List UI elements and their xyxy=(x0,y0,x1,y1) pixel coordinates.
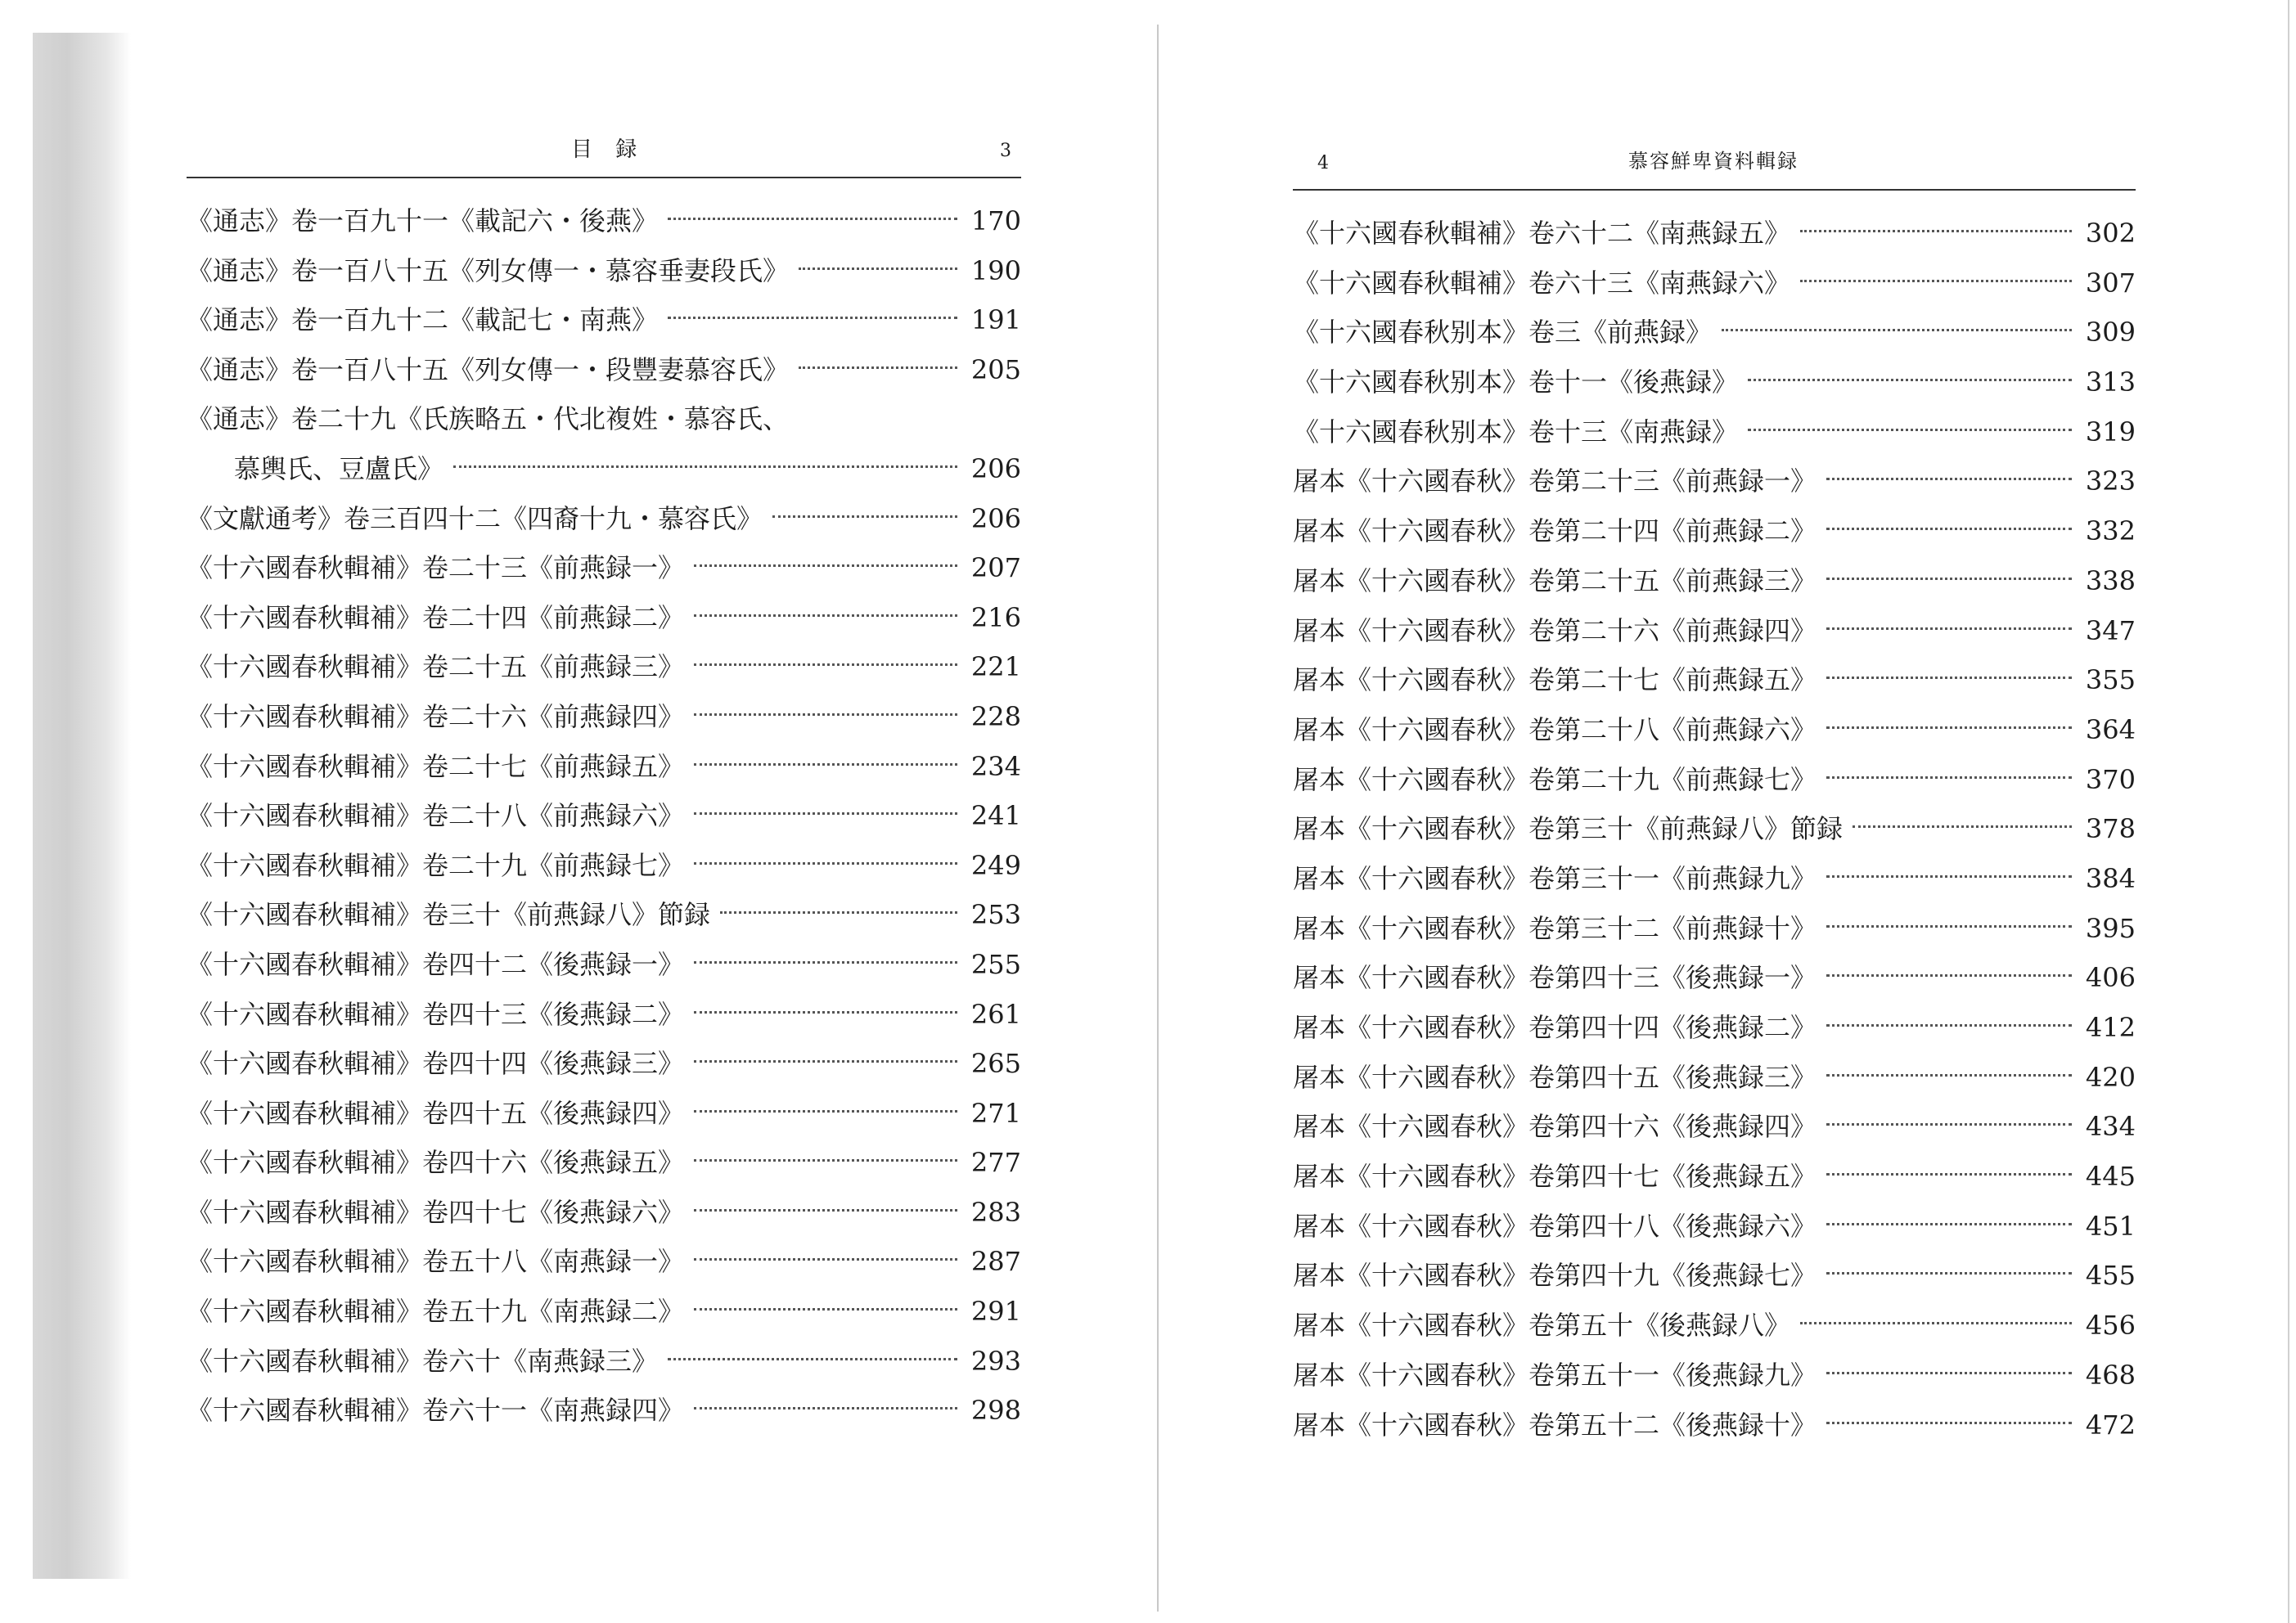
dot-leader xyxy=(694,1407,957,1409)
toc-entry xyxy=(1293,953,2136,1003)
toc-entry xyxy=(187,1188,1021,1238)
toc-entry-page: 395 xyxy=(2085,912,2136,944)
toc-entry-title: 《十六國春秋輯補》卷五十九《南燕録二》 xyxy=(187,1296,685,1328)
toc-entry-page: 261 xyxy=(970,998,1021,1030)
dot-leader xyxy=(694,713,957,716)
toc-entry-title: 《十六國春秋别本》卷三《前燕録》 xyxy=(1293,317,1713,348)
toc-entry-title: 《十六國春秋輯補》卷六十一《南燕録四》 xyxy=(187,1395,685,1427)
toc-entry xyxy=(1293,456,2136,506)
toc-entry-page: 265 xyxy=(970,1048,1021,1080)
toc-entry-title: 屠本《十六國春秋》卷第二十四《前燕録二》 xyxy=(1293,515,1817,547)
toc-entry-title: 《十六國春秋輯補》卷四十六《後燕録五》 xyxy=(187,1147,685,1179)
dot-leader xyxy=(1826,1173,2072,1176)
toc-entry-page: 170 xyxy=(970,205,1021,236)
toc-entry-title: 屠本《十六國春秋》卷第二十七《前燕録五》 xyxy=(1293,664,1817,696)
toc-entry-title: 屠本《十六國春秋》卷第四十五《後燕録三》 xyxy=(1293,1061,1817,1093)
toc-entry-page: 332 xyxy=(2085,515,2136,547)
toc-entry-title: 《十六國春秋輯補》卷六十二《南燕録五》 xyxy=(1293,218,1791,249)
toc-entry-page: 249 xyxy=(970,849,1021,881)
toc-entry-page: 347 xyxy=(2085,614,2136,646)
toc-entry xyxy=(187,841,1021,891)
toc-entry xyxy=(1293,804,2136,854)
toc-entry-title: 屠本《十六國春秋》卷第二十三《前燕録一》 xyxy=(1293,465,1817,497)
dot-leader xyxy=(694,1110,957,1113)
toc-entry-page: 234 xyxy=(970,750,1021,782)
dot-leader xyxy=(694,663,957,666)
toc-entry-page: 420 xyxy=(2085,1061,2136,1093)
toc-entry-title: 屠本《十六國春秋》卷第五十二《後燕録十》 xyxy=(1293,1409,1817,1441)
dot-leader xyxy=(694,564,957,567)
toc-entry xyxy=(1293,1053,2136,1103)
toc-entry xyxy=(1293,506,2136,556)
toc-entry-title: 《十六國春秋輯補》卷二十七《前燕録五》 xyxy=(187,750,685,782)
toc-entry xyxy=(187,692,1021,742)
toc-entry-page: 293 xyxy=(970,1345,1021,1377)
toc-entry-title: 《十六國春秋輯補》卷五十八《南燕録一》 xyxy=(187,1246,685,1278)
toc-entry xyxy=(1293,1152,2136,1202)
toc-entry-page: 255 xyxy=(970,948,1021,980)
toc-entry-page: 216 xyxy=(970,601,1021,633)
toc-entry-page: 323 xyxy=(2085,465,2136,497)
dot-leader xyxy=(694,763,957,766)
toc-entry-page: 370 xyxy=(2085,763,2136,795)
dot-leader xyxy=(1748,429,2072,431)
toc-entry-title: 屠本《十六國春秋》卷第四十九《後燕録七》 xyxy=(1293,1260,1817,1292)
header-title: 慕容鮮卑資料輯録 xyxy=(1628,150,1799,173)
dot-leader xyxy=(1826,974,2072,977)
dot-leader xyxy=(1853,825,2072,828)
toc-entry-title: 《十六國春秋輯補》卷四十三《後燕録二》 xyxy=(187,998,685,1030)
dot-leader xyxy=(1826,1074,2072,1077)
toc-entry xyxy=(1293,705,2136,755)
toc-entry-page: 302 xyxy=(2085,218,2136,249)
toc-entry-title: 屠本《十六國春秋》卷第五十一《後燕録九》 xyxy=(1293,1359,1817,1391)
toc-entry-page: 309 xyxy=(2085,317,2136,348)
toc-entry-page: 228 xyxy=(970,700,1021,732)
running-header xyxy=(187,131,1021,178)
dot-leader xyxy=(1800,230,2072,232)
toc-entry-title: 屠本《十六國春秋》卷第五十《後燕録八》 xyxy=(1293,1310,1791,1342)
toc-entry xyxy=(187,1337,1021,1387)
toc-entry-title: 屠本《十六國春秋》卷第三十一《前燕録九》 xyxy=(1293,862,1817,894)
toc-entry xyxy=(1293,606,2136,656)
toc-entry-page: 271 xyxy=(970,1097,1021,1129)
toc-entry-page: 221 xyxy=(970,651,1021,683)
dot-leader xyxy=(799,366,957,369)
toc-entry xyxy=(1293,1102,2136,1152)
dot-leader xyxy=(694,862,957,865)
toc-entry xyxy=(1293,854,2136,904)
toc-entry xyxy=(1293,1003,2136,1053)
toc-entry xyxy=(187,196,1021,246)
toc-entry-page: 445 xyxy=(2085,1161,2136,1193)
toc-entry-title: 屠本《十六國春秋》卷第四十四《後燕録二》 xyxy=(1293,1012,1817,1043)
toc-entry-page: 313 xyxy=(2085,366,2136,398)
toc-entry xyxy=(1293,1202,2136,1252)
toc-entry-page: 406 xyxy=(2085,962,2136,994)
toc-entry xyxy=(187,246,1021,296)
toc-entry-page: 205 xyxy=(970,353,1021,385)
toc-entry-title: 《通志》卷一百八十五《列女傳一・慕容垂妻段氏》 xyxy=(187,254,790,286)
dot-leader xyxy=(1826,875,2072,878)
dot-leader xyxy=(694,1308,957,1311)
toc-entry-page: 384 xyxy=(2085,862,2136,894)
toc-entry-page: 190 xyxy=(970,254,1021,286)
dot-leader xyxy=(668,218,957,220)
toc-entry xyxy=(1293,655,2136,705)
toc-entry xyxy=(187,1237,1021,1287)
toc-entry-title: 《十六國春秋輯補》卷四十四《後燕録三》 xyxy=(187,1048,685,1080)
toc-entry xyxy=(1293,357,2136,407)
toc-entry xyxy=(187,742,1021,792)
toc-entry-title: 《通志》卷一百八十五《列女傳一・段豐妻慕容氏》 xyxy=(187,353,790,385)
toc-entry xyxy=(187,295,1021,345)
dot-leader xyxy=(1800,280,2072,282)
dot-leader xyxy=(1826,677,2072,679)
book-gutter xyxy=(1157,25,1159,1612)
toc-entry xyxy=(187,1089,1021,1139)
toc-entry-title: 慕輿氏、豆盧氏》 xyxy=(234,452,444,484)
toc-entry xyxy=(1293,209,2136,259)
toc-entry xyxy=(1293,755,2136,805)
toc-entry-title: 《通志》卷一百九十一《載記六・後燕》 xyxy=(187,205,659,236)
running-header xyxy=(1293,143,2136,191)
toc-entry-page: 412 xyxy=(2085,1012,2136,1043)
toc-entry xyxy=(187,543,1021,593)
toc-entry-title: 《通志》卷一百九十二《載記七・南燕》 xyxy=(187,304,659,336)
toc-entry-page: 241 xyxy=(970,800,1021,832)
toc-entry-title: 屠本《十六國春秋》卷第四十七《後燕録五》 xyxy=(1293,1161,1817,1193)
toc-entry-page: 319 xyxy=(2085,416,2136,447)
toc-entry-title: 《十六國春秋别本》卷十一《後燕録》 xyxy=(1293,366,1739,398)
right-page xyxy=(1293,143,2136,1450)
toc-entry xyxy=(187,345,1021,395)
toc-entry-title: 《通志》卷二十九《氏族略五・代北複姓・慕容氏、 xyxy=(187,403,790,435)
toc-entry-title: 《十六國春秋輯補》卷二十三《前燕録一》 xyxy=(187,552,685,584)
toc-entry xyxy=(1293,259,2136,308)
scan-spine-shadow xyxy=(33,33,131,1579)
toc-entry xyxy=(187,642,1021,692)
toc-entry-page: 283 xyxy=(970,1196,1021,1228)
toc-entry xyxy=(1293,1251,2136,1301)
toc-entry-page: 298 xyxy=(970,1395,1021,1427)
dot-leader xyxy=(694,961,957,964)
toc-entry-title: 屠本《十六國春秋》卷第四十八《後燕録六》 xyxy=(1293,1210,1817,1242)
dot-leader xyxy=(799,268,957,270)
toc-entry xyxy=(1293,407,2136,457)
dot-leader xyxy=(1826,776,2072,779)
toc-entry-page: 355 xyxy=(2085,664,2136,696)
table-of-contents xyxy=(1293,209,2136,1450)
toc-entry xyxy=(1293,904,2136,954)
toc-entry xyxy=(187,1138,1021,1188)
toc-entry-title: 屠本《十六國春秋》卷第二十九《前燕録七》 xyxy=(1293,763,1817,795)
toc-entry-page: 253 xyxy=(970,899,1021,931)
toc-entry-page: 378 xyxy=(2085,813,2136,845)
page-number: 3 xyxy=(1000,141,1011,161)
toc-entry xyxy=(187,1287,1021,1337)
toc-entry xyxy=(1293,1301,2136,1351)
dot-leader xyxy=(694,1159,957,1162)
left-page xyxy=(187,131,1021,1436)
dot-leader xyxy=(1826,627,2072,630)
table-of-contents xyxy=(187,196,1021,1436)
toc-entry-title: 屠本《十六國春秋》卷第四十六《後燕録四》 xyxy=(1293,1111,1817,1143)
toc-entry-page: 472 xyxy=(2085,1409,2136,1441)
toc-entry xyxy=(187,990,1021,1040)
toc-entry xyxy=(187,444,1021,494)
toc-entry-title: 《十六國春秋輯補》卷二十九《前燕録七》 xyxy=(187,849,685,881)
dot-leader xyxy=(1800,1322,2072,1324)
toc-entry-page: 456 xyxy=(2085,1310,2136,1342)
toc-entry xyxy=(187,940,1021,990)
toc-entry-page: 338 xyxy=(2085,564,2136,596)
dot-leader xyxy=(1826,925,2072,928)
toc-entry-page: 434 xyxy=(2085,1111,2136,1143)
toc-entry xyxy=(1293,556,2136,606)
dot-leader xyxy=(694,1011,957,1014)
toc-entry-page: 277 xyxy=(970,1147,1021,1179)
toc-entry-title: 《十六國春秋輯補》卷四十五《後燕録四》 xyxy=(187,1097,685,1129)
toc-entry-title: 《十六國春秋輯補》卷六十《南燕録三》 xyxy=(187,1345,659,1377)
toc-entry-title: 《十六國春秋輯補》卷二十八《前燕録六》 xyxy=(187,800,685,832)
toc-entry-title: 《十六國春秋輯補》卷二十四《前燕録二》 xyxy=(187,601,685,633)
toc-entry-title: 《十六國春秋别本》卷十三《南燕録》 xyxy=(1293,416,1739,447)
toc-entry xyxy=(1293,1400,2136,1450)
dot-leader xyxy=(1748,379,2072,381)
toc-entry-title: 《十六國春秋輯補》卷二十六《前燕録四》 xyxy=(187,700,685,732)
dot-leader xyxy=(1826,1272,2072,1275)
toc-entry-title: 屠本《十六國春秋》卷第二十八《前燕録六》 xyxy=(1293,713,1817,745)
toc-entry xyxy=(187,494,1021,544)
toc-entry-page: 206 xyxy=(970,502,1021,534)
toc-entry xyxy=(187,890,1021,940)
dot-leader xyxy=(772,515,957,518)
toc-entry-title: 屠本《十六國春秋》卷第四十三《後燕録一》 xyxy=(1293,962,1817,994)
dot-leader xyxy=(1722,329,2072,331)
dot-leader xyxy=(694,1209,957,1212)
toc-entry-title: 《十六國春秋輯補》卷三十《前燕録八》節録 xyxy=(187,899,711,931)
dot-leader xyxy=(1826,528,2072,530)
dot-leader xyxy=(694,1258,957,1261)
toc-entry-page: 206 xyxy=(970,452,1021,484)
toc-entry-title: 屠本《十六國春秋》卷第三十二《前燕録十》 xyxy=(1293,912,1817,944)
toc-entry-page: 307 xyxy=(2085,267,2136,299)
page-number: 4 xyxy=(1317,153,1329,173)
toc-entry-page: 207 xyxy=(970,552,1021,584)
toc-entry-title: 屠本《十六國春秋》卷第三十《前燕録八》節録 xyxy=(1293,813,1844,845)
dot-leader xyxy=(1826,578,2072,580)
toc-entry xyxy=(1293,308,2136,357)
dot-leader xyxy=(1826,1422,2072,1424)
header-title: 目 録 xyxy=(571,137,646,162)
dot-leader xyxy=(1826,726,2072,729)
dot-leader xyxy=(694,812,957,815)
dot-leader xyxy=(720,911,957,914)
toc-entry xyxy=(1293,1351,2136,1400)
toc-entry-page: 191 xyxy=(970,304,1021,336)
toc-entry-page: 291 xyxy=(970,1296,1021,1328)
toc-entry-page: 364 xyxy=(2085,713,2136,745)
toc-entry-title: 屠本《十六國春秋》卷第二十六《前燕録四》 xyxy=(1293,614,1817,646)
scan-edge xyxy=(2288,0,2289,1623)
toc-entry-title: 《十六國春秋輯補》卷六十三《南燕録六》 xyxy=(1293,267,1791,299)
dot-leader xyxy=(1826,478,2072,480)
toc-entry-title: 《文獻通考》卷三百四十二《四裔十九・慕容氏》 xyxy=(187,502,763,534)
dot-leader xyxy=(694,614,957,617)
dot-leader xyxy=(453,465,957,468)
toc-entry xyxy=(187,394,1021,444)
dot-leader xyxy=(1826,1223,2072,1225)
toc-entry-page: 451 xyxy=(2085,1210,2136,1242)
toc-entry-title: 《十六國春秋輯補》卷二十五《前燕録三》 xyxy=(187,651,685,683)
dot-leader xyxy=(1826,1372,2072,1374)
toc-entry-title: 屠本《十六國春秋》卷第二十五《前燕録三》 xyxy=(1293,564,1817,596)
dot-leader xyxy=(1826,1024,2072,1027)
toc-entry-page: 455 xyxy=(2085,1260,2136,1292)
toc-entry xyxy=(187,1386,1021,1436)
toc-entry-title: 《十六國春秋輯補》卷四十二《後燕録一》 xyxy=(187,948,685,980)
dot-leader xyxy=(694,1060,957,1063)
dot-leader xyxy=(668,317,957,319)
toc-entry xyxy=(187,1039,1021,1089)
toc-entry-title: 《十六國春秋輯補》卷四十七《後燕録六》 xyxy=(187,1196,685,1228)
toc-entry xyxy=(187,791,1021,841)
toc-entry xyxy=(187,593,1021,643)
toc-entry-page: 287 xyxy=(970,1246,1021,1278)
toc-entry-page: 468 xyxy=(2085,1359,2136,1391)
dot-leader xyxy=(1826,1123,2072,1126)
dot-leader xyxy=(668,1358,957,1360)
